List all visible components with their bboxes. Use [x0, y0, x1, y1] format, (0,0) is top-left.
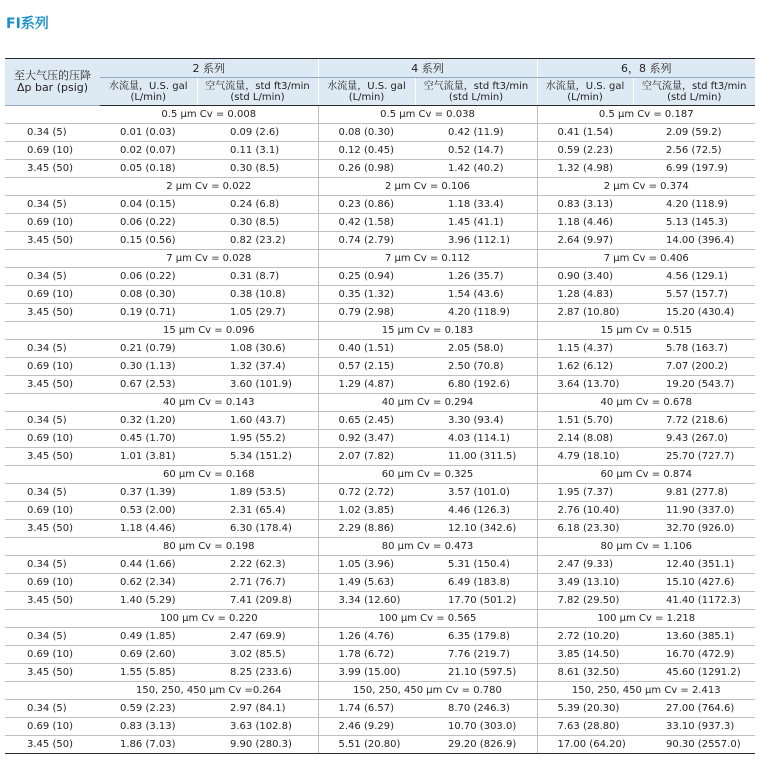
section-label: 7 μm Cv = 0.112	[318, 250, 537, 268]
water-flow-cell: 0.21 (0.79)	[100, 340, 197, 358]
water-flow-cell: 2.47 (9.33)	[537, 556, 633, 574]
air-flow-cell: 7.76 (219.7)	[415, 646, 537, 664]
section-label: 60 μm Cv = 0.168	[100, 466, 318, 484]
air-flow-cell: 1.08 (30.6)	[197, 340, 318, 358]
air-flow-cell: 5.57 (157.7)	[633, 286, 755, 304]
water-flow-cell: 5.51 (20.80)	[318, 736, 415, 754]
table-row	[5, 664, 755, 682]
water-flow-cell: 7.63 (28.80)	[537, 718, 633, 736]
air-flow-cell: 6.49 (183.8)	[415, 574, 537, 592]
water-flow-cell: 2.72 (10.20)	[537, 628, 633, 646]
section-label: 60 μm Cv = 0.874	[537, 466, 755, 484]
air-flow-cell: 17.70 (501.2)	[415, 592, 537, 610]
air-flow-cell: 0.11 (3.1)	[197, 142, 318, 160]
air-flow-cell: 1.32 (37.4)	[197, 358, 318, 376]
water-flow-cell: 0.44 (1.66)	[100, 556, 197, 574]
water-flow-cell: 1.62 (6.12)	[537, 358, 633, 376]
air-flow-cell: 0.30 (8.5)	[197, 160, 318, 178]
section-label: 2 μm Cv = 0.374	[537, 178, 755, 196]
air-flow-cell: 32.70 (926.0)	[633, 520, 755, 538]
water-flow-cell: 0.37 (1.39)	[100, 484, 197, 502]
water-flow-cell: 0.65 (2.45)	[318, 412, 415, 430]
pressure-cell: 3.45 (50)	[5, 232, 100, 250]
section-header-row	[5, 250, 755, 268]
air-flow-cell: 1.89 (53.5)	[197, 484, 318, 502]
water-flow-cell: 0.53 (2.00)	[100, 502, 197, 520]
water-flow-cell: 0.08 (0.30)	[318, 124, 415, 142]
section-blank-cell	[5, 106, 100, 124]
water-flow-cell: 6.18 (23.30)	[537, 520, 633, 538]
air-flow-cell: 6.35 (179.8)	[415, 628, 537, 646]
water-flow-cell: 0.32 (1.20)	[100, 412, 197, 430]
air-flow-cell: 0.82 (23.2)	[197, 232, 318, 250]
water-flow-cell: 1.18 (4.46)	[100, 520, 197, 538]
pressure-cell: 0.34 (5)	[5, 412, 100, 430]
water-flow-cell: 2.07 (7.82)	[318, 448, 415, 466]
section-blank-cell	[5, 466, 100, 484]
air-flow-cell: 12.10 (342.6)	[415, 520, 537, 538]
water-flow-cell: 0.83 (3.13)	[537, 196, 633, 214]
table-body	[5, 106, 755, 754]
air-flow-cell: 1.05 (29.7)	[197, 304, 318, 322]
section-header-row	[5, 322, 755, 340]
section-label: 7 μm Cv = 0.406	[537, 250, 755, 268]
section-label: 0.5 μm Cv = 0.187	[537, 106, 755, 124]
air-flow-cell: 4.20 (118.9)	[633, 196, 755, 214]
section-label: 80 μm Cv = 1.106	[537, 538, 755, 556]
air-flow-cell: 1.18 (33.4)	[415, 196, 537, 214]
table-row	[5, 268, 755, 286]
water-flow-cell: 0.25 (0.94)	[318, 268, 415, 286]
section-label: 100 μm Cv = 1.218	[537, 610, 755, 628]
water-flow-cell: 0.69 (2.60)	[100, 646, 197, 664]
section-blank-cell	[5, 250, 100, 268]
air-flow-cell: 2.47 (69.9)	[197, 628, 318, 646]
section-label: 7 μm Cv = 0.028	[100, 250, 318, 268]
pressure-drop-header	[5, 59, 100, 106]
section-label: 15 μm Cv = 0.515	[537, 322, 755, 340]
air-flow-cell: 25.70 (727.7)	[633, 448, 755, 466]
water-flow-cell: 0.26 (0.98)	[318, 160, 415, 178]
table-row	[5, 736, 755, 754]
water-flow-cell: 0.57 (2.15)	[318, 358, 415, 376]
water-flow-cell: 3.85 (14.50)	[537, 646, 633, 664]
water-flow-cell: 1.32 (4.98)	[537, 160, 633, 178]
pressure-cell: 0.34 (5)	[5, 700, 100, 718]
air-flow-cell: 2.09 (59.2)	[633, 124, 755, 142]
air-flow-cell: 0.24 (6.8)	[197, 196, 318, 214]
table-row	[5, 358, 755, 376]
water-flow-cell: 1.95 (7.37)	[537, 484, 633, 502]
section-label: 40 μm Cv = 0.678	[537, 394, 755, 412]
pressure-cell: 0.69 (10)	[5, 214, 100, 232]
water-flow-cell: 0.41 (1.54)	[537, 124, 633, 142]
air-flow-cell: 5.34 (151.2)	[197, 448, 318, 466]
water-flow-cell: 0.92 (3.47)	[318, 430, 415, 448]
water-flow-cell: 2.46 (9.29)	[318, 718, 415, 736]
air-flow-cell: 6.30 (178.4)	[197, 520, 318, 538]
table-row	[5, 340, 755, 358]
section-header-row	[5, 394, 755, 412]
air-flow-cell: 29.20 (826.9)	[415, 736, 537, 754]
pressure-cell: 3.45 (50)	[5, 448, 100, 466]
section-label: 2 μm Cv = 0.022	[100, 178, 318, 196]
flow-table	[5, 58, 755, 754]
air-flow-cell: 4.56 (129.1)	[633, 268, 755, 286]
table-row	[5, 448, 755, 466]
pressure-header-line2: Δp bar (psig)	[16, 81, 89, 94]
air-flow-cell: 4.20 (118.9)	[415, 304, 537, 322]
pressure-cell: 3.45 (50)	[5, 592, 100, 610]
page-title: FI系列	[6, 16, 49, 32]
air-flow-cell: 45.60 (1291.2)	[633, 664, 755, 682]
table-row	[5, 160, 755, 178]
water-flow-cell: 2.29 (8.86)	[318, 520, 415, 538]
air-flow-cell: 3.63 (102.8)	[197, 718, 318, 736]
water-flow-cell: 0.45 (1.70)	[100, 430, 197, 448]
pressure-cell: 0.34 (5)	[5, 484, 100, 502]
section-label: 80 μm Cv = 0.198	[100, 538, 318, 556]
air-flow-cell: 5.78 (163.7)	[633, 340, 755, 358]
water-flow-cell: 1.01 (3.81)	[100, 448, 197, 466]
water-flow-cell: 1.74 (6.57)	[318, 700, 415, 718]
table-row	[5, 520, 755, 538]
air-flow-cell: 14.00 (396.4)	[633, 232, 755, 250]
water-flow-cell: 0.23 (0.86)	[318, 196, 415, 214]
air-flow-cell: 3.30 (93.4)	[415, 412, 537, 430]
air-flow-cell: 0.38 (10.8)	[197, 286, 318, 304]
water-flow-cell: 3.34 (12.60)	[318, 592, 415, 610]
table-row	[5, 376, 755, 394]
pressure-cell: 3.45 (50)	[5, 520, 100, 538]
section-blank-cell	[5, 682, 100, 700]
air-flow-cell: 1.95 (55.2)	[197, 430, 318, 448]
table-row	[5, 124, 755, 142]
water-flow-cell: 1.49 (5.63)	[318, 574, 415, 592]
table-row	[5, 484, 755, 502]
section-blank-cell	[5, 178, 100, 196]
table-row	[5, 502, 755, 520]
pressure-cell: 0.69 (10)	[5, 430, 100, 448]
water-flow-cell: 5.39 (20.30)	[537, 700, 633, 718]
section-header-row	[5, 682, 755, 700]
air-flow-cell: 6.80 (192.6)	[415, 376, 537, 394]
air-flow-cell: 1.60 (43.7)	[197, 412, 318, 430]
air-flow-cell: 15.20 (430.4)	[633, 304, 755, 322]
section-label: 0.5 μm Cv = 0.008	[100, 106, 318, 124]
table-row	[5, 574, 755, 592]
pressure-cell: 0.34 (5)	[5, 196, 100, 214]
water-flow-cell: 0.72 (2.72)	[318, 484, 415, 502]
air-flow-cell: 1.26 (35.7)	[415, 268, 537, 286]
water-flow-cell: 1.51 (5.70)	[537, 412, 633, 430]
section-label: 100 μm Cv = 0.565	[318, 610, 537, 628]
air-flow-cell: 7.07 (200.2)	[633, 358, 755, 376]
air-flow-cell: 7.72 (218.6)	[633, 412, 755, 430]
water-flow-cell: 0.40 (1.51)	[318, 340, 415, 358]
air-flow-header: 空气流量，std ft3/min (std L/min)	[415, 78, 537, 106]
section-blank-cell	[5, 610, 100, 628]
section-label: 0.5 μm Cv = 0.038	[318, 106, 537, 124]
water-flow-cell: 3.49 (13.10)	[537, 574, 633, 592]
air-flow-cell: 9.81 (277.8)	[633, 484, 755, 502]
water-flow-cell: 1.05 (3.96)	[318, 556, 415, 574]
water-flow-cell: 1.86 (7.03)	[100, 736, 197, 754]
air-flow-cell: 0.42 (11.9)	[415, 124, 537, 142]
series-2-header: 2 系列	[100, 59, 318, 78]
water-flow-cell: 2.76 (10.40)	[537, 502, 633, 520]
water-flow-cell: 1.78 (6.72)	[318, 646, 415, 664]
section-label: 100 μm Cv = 0.220	[100, 610, 318, 628]
water-flow-cell: 0.62 (2.34)	[100, 574, 197, 592]
water-flow-cell: 0.05 (0.18)	[100, 160, 197, 178]
water-flow-cell: 0.12 (0.45)	[318, 142, 415, 160]
pressure-cell: 3.45 (50)	[5, 160, 100, 178]
water-flow-header: 水流量，U.S. gal (L/min)	[537, 78, 633, 106]
pressure-cell: 0.69 (10)	[5, 142, 100, 160]
water-flow-cell: 1.55 (5.85)	[100, 664, 197, 682]
water-flow-cell: 0.49 (1.85)	[100, 628, 197, 646]
air-flow-cell: 11.00 (311.5)	[415, 448, 537, 466]
air-flow-cell: 1.45 (41.1)	[415, 214, 537, 232]
air-flow-cell: 33.10 (937.3)	[633, 718, 755, 736]
table-row	[5, 214, 755, 232]
air-flow-cell: 90.30 (2557.0)	[633, 736, 755, 754]
series-6-8-header: 6，8 系列	[537, 59, 755, 78]
pressure-cell: 0.69 (10)	[5, 286, 100, 304]
air-flow-cell: 2.31 (65.4)	[197, 502, 318, 520]
table-row	[5, 700, 755, 718]
air-flow-cell: 8.25 (233.6)	[197, 664, 318, 682]
water-flow-cell: 0.30 (1.13)	[100, 358, 197, 376]
air-flow-cell: 7.41 (209.8)	[197, 592, 318, 610]
water-flow-cell: 2.64 (9.97)	[537, 232, 633, 250]
water-flow-cell: 7.82 (29.50)	[537, 592, 633, 610]
air-flow-cell: 10.70 (303.0)	[415, 718, 537, 736]
pressure-header-line1: 至大气压的压降	[14, 69, 91, 82]
table-row	[5, 286, 755, 304]
air-flow-cell: 2.97 (84.1)	[197, 700, 318, 718]
table-row	[5, 646, 755, 664]
pressure-cell: 0.69 (10)	[5, 574, 100, 592]
water-flow-cell: 8.61 (32.50)	[537, 664, 633, 682]
air-flow-cell: 2.56 (72.5)	[633, 142, 755, 160]
section-label: 80 μm Cv = 0.473	[318, 538, 537, 556]
water-flow-cell: 3.64 (13.70)	[537, 376, 633, 394]
air-flow-cell: 0.52 (14.7)	[415, 142, 537, 160]
water-flow-cell: 0.04 (0.15)	[100, 196, 197, 214]
section-label: 40 μm Cv = 0.294	[318, 394, 537, 412]
air-flow-cell: 4.03 (114.1)	[415, 430, 537, 448]
table-row	[5, 142, 755, 160]
water-flow-cell: 1.18 (4.46)	[537, 214, 633, 232]
air-flow-cell: 13.60 (385.1)	[633, 628, 755, 646]
series-4-header: 4 系列	[318, 59, 537, 78]
water-flow-cell: 17.00 (64.20)	[537, 736, 633, 754]
water-flow-cell: 0.06 (0.22)	[100, 268, 197, 286]
section-label: 60 μm Cv = 0.325	[318, 466, 537, 484]
water-flow-cell: 0.08 (0.30)	[100, 286, 197, 304]
water-flow-cell: 0.59 (2.23)	[100, 700, 197, 718]
section-label: 150, 250, 450 μm Cv =0.264	[100, 682, 318, 700]
air-flow-cell: 3.96 (112.1)	[415, 232, 537, 250]
air-flow-cell: 3.60 (101.9)	[197, 376, 318, 394]
water-flow-cell: 1.29 (4.87)	[318, 376, 415, 394]
section-blank-cell	[5, 394, 100, 412]
pressure-cell: 3.45 (50)	[5, 664, 100, 682]
table-row	[5, 304, 755, 322]
water-flow-cell: 0.06 (0.22)	[100, 214, 197, 232]
air-flow-cell: 3.57 (101.0)	[415, 484, 537, 502]
air-flow-cell: 9.90 (280.3)	[197, 736, 318, 754]
air-flow-cell: 41.40 (1172.3)	[633, 592, 755, 610]
water-flow-header: 水流量，U.S. gal (L/min)	[318, 78, 415, 106]
section-blank-cell	[5, 538, 100, 556]
water-flow-cell: 0.90 (3.40)	[537, 268, 633, 286]
table-row	[5, 556, 755, 574]
air-flow-cell: 8.70 (246.3)	[415, 700, 537, 718]
water-flow-header: 水流量，U.S. gal (L/min)	[100, 78, 197, 106]
air-flow-cell: 19.20 (543.7)	[633, 376, 755, 394]
air-flow-cell: 11.90 (337.0)	[633, 502, 755, 520]
air-flow-cell: 2.05 (58.0)	[415, 340, 537, 358]
air-flow-cell: 5.13 (145.3)	[633, 214, 755, 232]
air-flow-cell: 1.42 (40.2)	[415, 160, 537, 178]
air-flow-cell: 21.10 (597.5)	[415, 664, 537, 682]
pressure-cell: 3.45 (50)	[5, 736, 100, 754]
pressure-cell: 0.69 (10)	[5, 646, 100, 664]
air-flow-cell: 3.02 (85.5)	[197, 646, 318, 664]
pressure-cell: 0.34 (5)	[5, 268, 100, 286]
section-label: 2 μm Cv = 0.106	[318, 178, 537, 196]
section-header-row	[5, 610, 755, 628]
air-flow-cell: 2.71 (76.7)	[197, 574, 318, 592]
section-label: 15 μm Cv = 0.096	[100, 322, 318, 340]
pressure-cell: 0.34 (5)	[5, 556, 100, 574]
air-flow-header: 空气流量，std ft3/min (std L/min)	[197, 78, 318, 106]
air-flow-cell: 0.30 (8.5)	[197, 214, 318, 232]
water-flow-cell: 0.35 (1.32)	[318, 286, 415, 304]
water-flow-cell: 1.26 (4.76)	[318, 628, 415, 646]
water-flow-cell: 0.67 (2.53)	[100, 376, 197, 394]
pressure-cell: 3.45 (50)	[5, 376, 100, 394]
water-flow-cell: 0.02 (0.07)	[100, 142, 197, 160]
table-row	[5, 628, 755, 646]
air-flow-cell: 1.54 (43.6)	[415, 286, 537, 304]
pressure-cell: 3.45 (50)	[5, 304, 100, 322]
air-flow-cell: 9.43 (267.0)	[633, 430, 755, 448]
pressure-cell: 0.34 (5)	[5, 340, 100, 358]
section-label: 150, 250, 450 μm Cv = 2.413	[537, 682, 755, 700]
air-flow-cell: 16.70 (472.9)	[633, 646, 755, 664]
water-flow-cell: 1.15 (4.37)	[537, 340, 633, 358]
water-flow-cell: 1.28 (4.83)	[537, 286, 633, 304]
pressure-cell: 0.69 (10)	[5, 502, 100, 520]
water-flow-cell: 4.79 (18.10)	[537, 448, 633, 466]
air-flow-cell: 5.31 (150.4)	[415, 556, 537, 574]
air-flow-cell: 0.31 (8.7)	[197, 268, 318, 286]
water-flow-cell: 0.15 (0.56)	[100, 232, 197, 250]
section-header-row	[5, 466, 755, 484]
air-flow-cell: 6.99 (197.9)	[633, 160, 755, 178]
air-flow-cell: 2.22 (62.3)	[197, 556, 318, 574]
water-flow-cell: 0.19 (0.71)	[100, 304, 197, 322]
water-flow-cell: 0.59 (2.23)	[537, 142, 633, 160]
section-label: 150, 250, 450 μm Cv = 0.780	[318, 682, 537, 700]
table-row	[5, 412, 755, 430]
air-flow-cell: 15.10 (427.6)	[633, 574, 755, 592]
water-flow-cell: 0.83 (3.13)	[100, 718, 197, 736]
table-row	[5, 196, 755, 214]
pressure-cell: 0.69 (10)	[5, 358, 100, 376]
section-header-row	[5, 538, 755, 556]
air-flow-cell: 4.46 (126.3)	[415, 502, 537, 520]
water-flow-cell: 0.42 (1.58)	[318, 214, 415, 232]
water-flow-cell: 0.74 (2.79)	[318, 232, 415, 250]
water-flow-cell: 3.99 (15.00)	[318, 664, 415, 682]
air-flow-header: 空气流量，std ft3/min (std L/min)	[633, 78, 755, 106]
table-header	[5, 59, 755, 106]
water-flow-cell: 1.02 (3.85)	[318, 502, 415, 520]
water-flow-cell: 0.79 (2.98)	[318, 304, 415, 322]
section-header-row	[5, 178, 755, 196]
section-header-row	[5, 106, 755, 124]
pressure-cell: 0.69 (10)	[5, 718, 100, 736]
air-flow-cell: 12.40 (351.1)	[633, 556, 755, 574]
water-flow-cell: 1.40 (5.29)	[100, 592, 197, 610]
section-blank-cell	[5, 322, 100, 340]
section-label: 40 μm Cv = 0.143	[100, 394, 318, 412]
water-flow-cell: 2.87 (10.80)	[537, 304, 633, 322]
table-row	[5, 232, 755, 250]
table-row	[5, 592, 755, 610]
section-label: 15 μm Cv = 0.183	[318, 322, 537, 340]
table-row	[5, 430, 755, 448]
air-flow-cell: 0.09 (2.6)	[197, 124, 318, 142]
pressure-cell: 0.34 (5)	[5, 628, 100, 646]
air-flow-cell: 2.50 (70.8)	[415, 358, 537, 376]
table-row	[5, 718, 755, 736]
water-flow-cell: 0.01 (0.03)	[100, 124, 197, 142]
water-flow-cell: 2.14 (8.08)	[537, 430, 633, 448]
pressure-cell: 0.34 (5)	[5, 124, 100, 142]
air-flow-cell: 27.00 (764.6)	[633, 700, 755, 718]
